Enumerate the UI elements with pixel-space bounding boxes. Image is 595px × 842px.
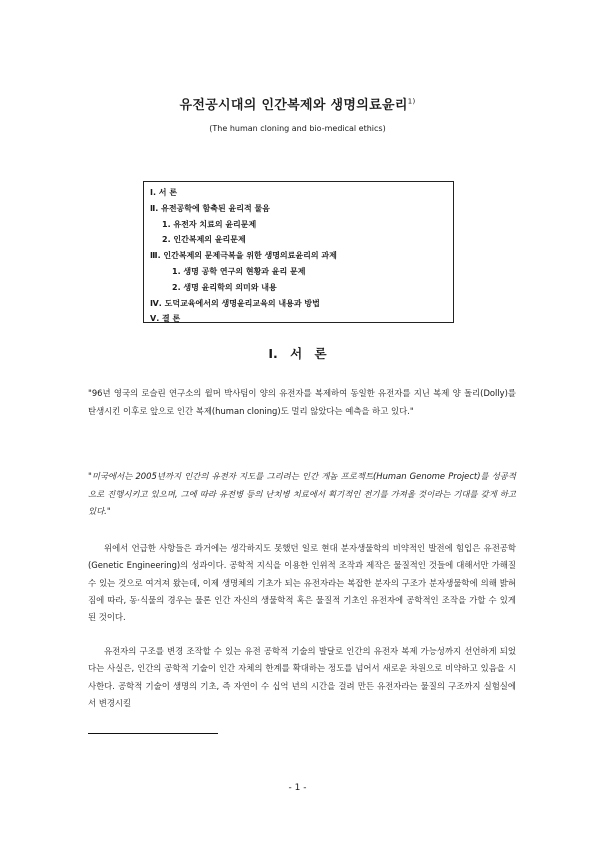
toc-item: Ⅰ. 서 론 <box>150 188 178 197</box>
footnote-marker: 1) <box>407 97 416 106</box>
toc-item: Ⅲ. 인간복제의 문제극복을 위한 생명의료윤리의 과제 <box>150 251 337 261</box>
footnote-divider <box>88 733 218 734</box>
body-paragraph: 위에서 언급한 사항들은 과거에는 생각하지도 못했던 일로 현대 분자생물학의 비약적인 발전에 힘입은 유전공학(Genetic Engineering)의 성과이다. 공학적 지식을 이용한 인위적 조작과 제작은 물질적인 것들에 대해서만 가해질 수 있는 것으로 여겨져 왔는데, 이제 생명체의 기초가 되는 유전자라는 복잡한 분자의 구조가 분자생물학에 의해 밝혀짐에 따라, 동·식물의 경우는 물론 인간 자신의 생물학적 혹은 물질적 기초인 유전자에 공학적인 조작을 가할 수 있게 된 것이다. <box>88 543 516 623</box>
toc-item: Ⅳ. 도덕교육에서의 생명윤리교육의 내용과 방법 <box>150 298 320 308</box>
toc-subitem: 2. 생명 윤리학의 의미와 내용 <box>172 282 277 292</box>
toc-item: Ⅴ. 결 론 <box>150 314 181 324</box>
toc-item: Ⅱ. 유전공학에 함축된 윤리적 물음 <box>150 203 270 213</box>
section-heading: Ⅰ. 서 론 <box>268 346 327 361</box>
document-subtitle: (The human cloning and bio-medical ethics) <box>209 124 386 133</box>
toc-subitem: 1. 생명 공학 연구의 현황과 윤리 문제 <box>172 266 306 276</box>
body-paragraph: 유전자의 구조를 변경 조작할 수 있는 유전 공학적 기술의 발달로 인간의 유전자 복제 가능성까지 선언하게 되었다는 사실은, 인간의 공학적 기술이 인간 자체의 한계를 확대하는 정도를 넘어서 새로운 차원으로 비약하고 있음을 시사한다. 공학적 기술이 생명의 기초, 즉 자연이 수 십억 년의 시간을 걸려 만든 유전자라는 물질의 구조까지 실험실에서 변경시킬 <box>88 646 516 708</box>
quote-block: "96년 영국의 로슬린 연구소의 윌머 박사팀이 양의 유전자를 복제하여 동일한 유전자를 지닌 복제 양 돌리(Dolly)를 탄생시킨 이후로 앞으로 인간 복제(human cloning)도 멀리 않았다는 예측을 하고 있다." <box>88 388 516 416</box>
quote-block: "미국에서는 2005년까지 인간의 유전자 지도를 그리려는 인간 게놈 프로젝트(Human Genome Project)를 성공적으로 진행시키고 있으며, 그에 따라 유전병 등의 난치병 치료에서 획기적인 전기를 가져올 것이라는 기대를 갖게 하고 있다." <box>88 471 516 516</box>
toc-subitem: 1. 유전자 치료의 윤리문제 <box>162 219 257 229</box>
document-title <box>0 94 595 113</box>
toc-subitem: 2. 인간복제의 윤리문제 <box>162 235 246 245</box>
table-of-contents <box>143 181 454 323</box>
page-number: - 1 - <box>288 783 307 793</box>
document-title-text: 유전공시대의 인간복제와 생명의료윤리 <box>179 98 408 113</box>
